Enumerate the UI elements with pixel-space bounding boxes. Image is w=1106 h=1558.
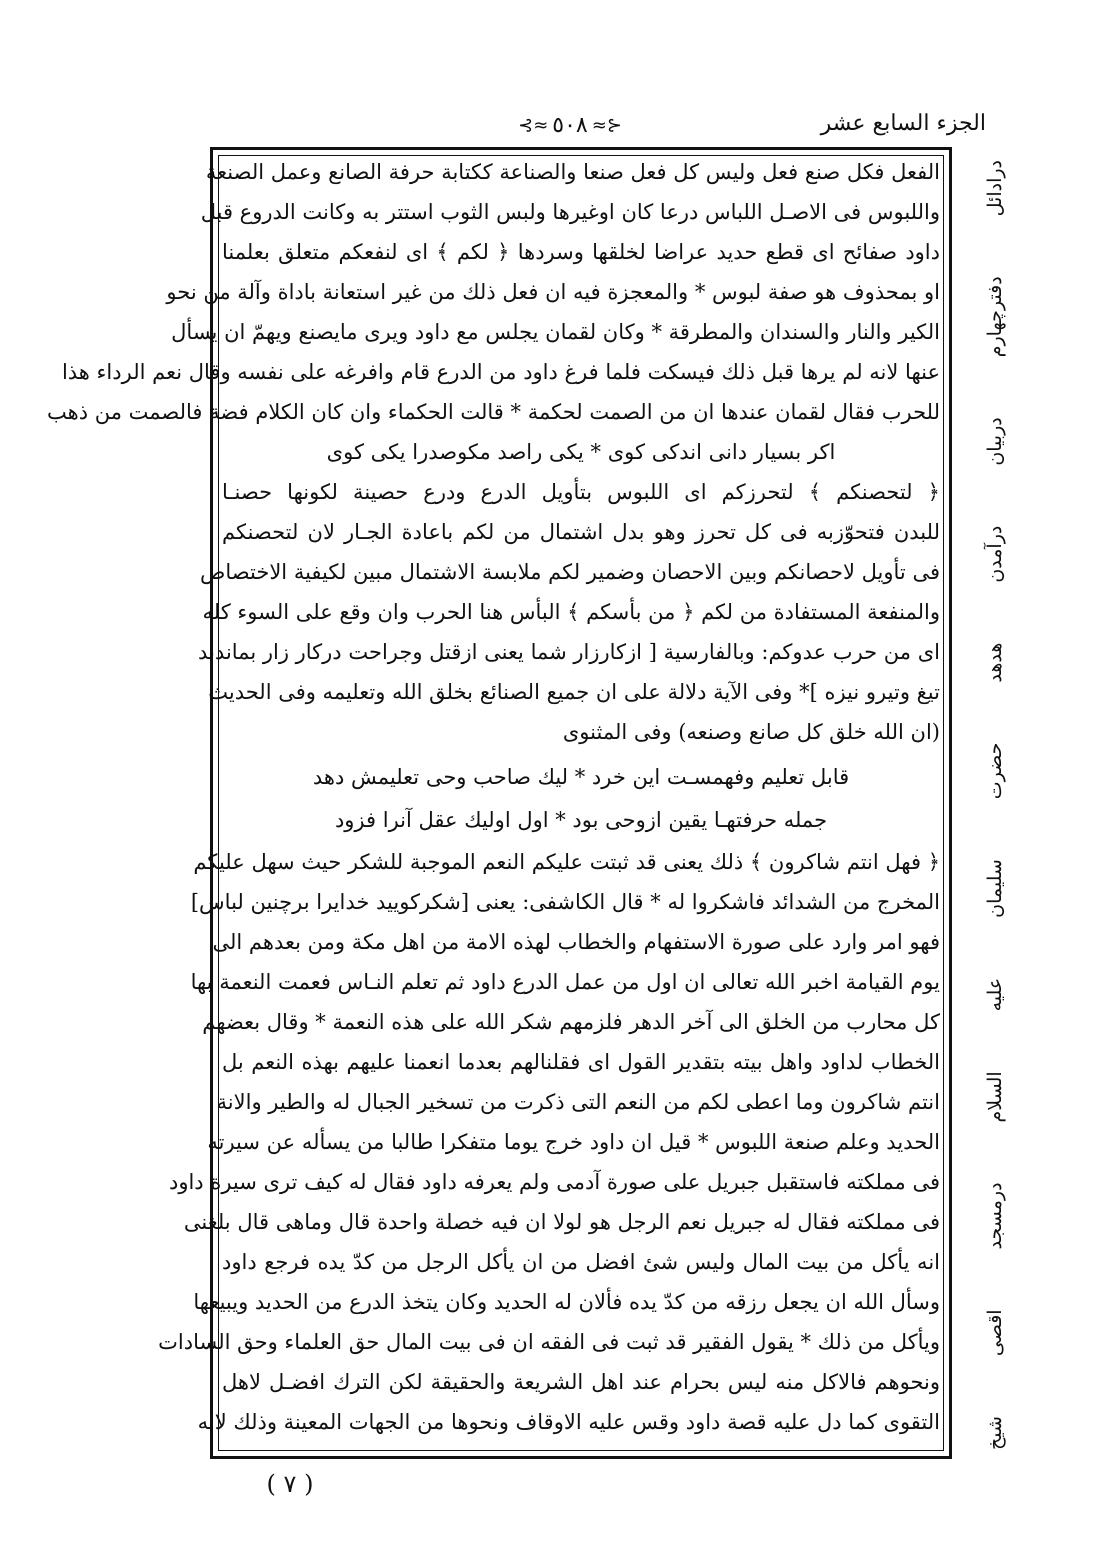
body-text (47, 152, 940, 1452)
text-line: تيغ وتيرو نيزه ]* وفى الآية دلالة على ان جميع الصنائع بخلق الله وتعليمه وفى الحديث (208, 680, 940, 704)
text-line: للحرب فقال لقمان عندها ان من الصمت لحكمة * قالت الحكماء وان كان الكلام فضة فالصمت من ذهب (47, 400, 940, 424)
text-line: فى تأويل لاحصانكم وبين الاحصان وضمير لكم ملابسة الاشتمال مبين لكيفية الاختصاص (200, 560, 940, 584)
text-line: والمنفعة المستفادة من لكم ﴿ من بأسكم ﴾ البأس هنا الحرب وان وقع على السوء كله (202, 600, 940, 624)
text-line: (ان الله خلق كل صانع وصنعه) وفى المثنوى (562, 720, 940, 744)
text-line: او بمحذوف هو صفة لبوس * والمعجزة فيه ان فعل ذلك من غير استعانة باداة وآلة من نحو (166, 280, 940, 304)
text-line: كل محارب من الخلق الى آخر الدهر فلزمهم شكر الله على هذه النعمة * وقال بعضهم (202, 1010, 940, 1034)
margin-gloss (980, 160, 1010, 1450)
verse-line: جمله حرفتهـا يقين ازوحى بود * اول اوليك عقل آنرا فزود (334, 808, 828, 832)
text-line: يوم القيامة اخبر الله تعالى ان اول من عمل الدرع داود ثم تعلم النـاس فعمت النعمة بها (190, 970, 940, 994)
text-line: داود صفائح اى قطع حديد عراضا لخلقها وسردها ﴿ لكم ﴾ اى لنفعكم متعلق بعلمنا (222, 240, 940, 264)
signature-mark: ( ٧ ) (266, 1470, 314, 1498)
text-line: عنها لانه لم يرها قبل ذلك فيسكت فلما فرغ داود من الدرع قام وافرغه على نفسه وقال نعم الرداء هذا (61, 360, 940, 384)
text-line: انتم شاكرون وما اعطى لكم من النعم التى ذكرت من تسخير الجبال له والطير والانة (216, 1090, 940, 1114)
text-line: ﴿ لتحصنكم ﴾ لتحرزكم اى اللبوس بتأويل الدرع ودرع حصينة لكونها حصنـا (222, 480, 940, 504)
text-line: الفعل فكل صنع فعل وليس كل فعل صنعا والصناعة ككتابة حرفة الصانع وعمل الصنعة (205, 160, 940, 184)
verse-line: اكر بسيار دانى اندكى كوى * يكى راصد مكوصدرا يكى كوى (326, 440, 836, 464)
text-line: الكير والنار والسندان والمطرقة * وكان لقمان يجلس مع داود ويرى مايصنع ويهمّ ان يسأل (171, 320, 940, 344)
margin-gloss-text: درادائل دفترچهارم دربيان درآمدن هدهد حضرت سليمان عليه السلام درمسجد اقصى شيخ (984, 160, 1006, 1450)
running-title: الجزء السابع عشر (820, 111, 986, 136)
text-line: انه يأكل من بيت المال وليس شئ افضل من ان يأكل الرجل من كدّ يده فرجع داود (222, 1250, 940, 1274)
text-line: فى مملكته فقال له جبريل نعم الرجل هو لولا ان فيه خصلة واحدة قال وماهى قال بلغنى (183, 1210, 940, 1234)
text-line: الخطاب لداود واهل بيته بتقدير القول اى فقلنالهم بعدما انعمنا عليهم بهذه النعم بل (222, 1050, 940, 1074)
text-line: اى من حرب عدوكم: وبالفارسية [ ازكارزار شما يعنى ازقتل وجراحت دركار زار بماندند (198, 640, 940, 664)
ornament-right-icon: ≈⊱ (518, 114, 549, 136)
text-line: الحديد وعلم صنعة اللبوس * قيل ان داود خرج يوما متفكرا طالبا من يسأله عن سيرته (207, 1130, 940, 1154)
text-line: التقوى كما دل عليه قصة داود وقس عليه الاوقاف ونحوها من الجهات المعينة وذلك لانه (197, 1410, 940, 1434)
text-line: للبدن فتحوّزبه فى كل تحرز وهو بدل اشتمال من لكم باعادة الجـار لان لتحصنكم (222, 520, 940, 544)
text-line: فهو امر وارد على صورة الاستفهام والخطاب لهذه الامة من اهل مكة ومن بعدهم الى (212, 930, 940, 954)
text-line: المخرج من الشدائد فاشكروا له * قال الكاشفى: يعنى [شكركوييد خدايرا برچنين لباس] (190, 890, 940, 914)
text-line: ﴿ فهل انتم شاكرون ﴾ ذلك يعنى قد ثبتت عليكم النعم الموجبة للشكر حيث سهل عليكم (193, 850, 940, 874)
verse-line: قابل تعليم وفهمسـت اين خرد * ليك صاحب وحى تعليمش دهد (312, 765, 850, 789)
text-line: واللبوس فى الاصـل اللباس درعا كان اوغيرها ولبس الثوب استتر به وكانت الدروع قبل (200, 200, 940, 224)
ornament-left-icon: ⊰≈ (591, 114, 622, 136)
page-number-ornament (505, 108, 635, 142)
text-line: وسأل الله ان يجعل رزقه من كدّ يده فألان له الحديد وكان يتخذ الدرع من الحديد ويبيعها (193, 1290, 940, 1314)
text-line: ويأكل من ذلك * يقول الفقير قد ثبت فى الفقه ان فى بيت المال حق العلماء وحق السادات (158, 1330, 940, 1354)
text-line: ونحوهم فالاكل منه ليس بحرام عند اهل الشريعة والحقيقة لكن الترك افضـل لاهل (222, 1370, 940, 1394)
text-line: فى مملكته فاستقبل جبريل على صورة آدمى ولم يعرفه داود فقال له كيف ترى سيرة داود (168, 1170, 940, 1194)
page-number: ٥٠٨ (552, 112, 588, 138)
